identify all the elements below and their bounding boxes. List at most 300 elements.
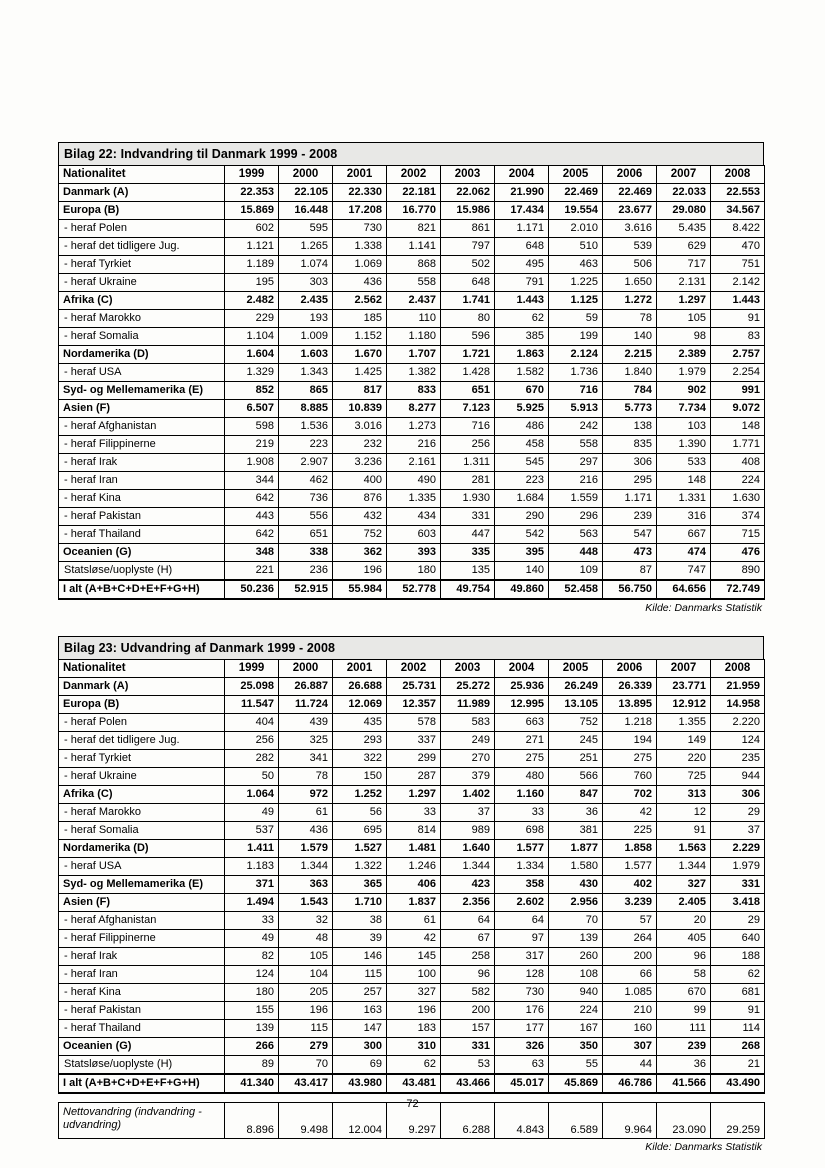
- table-row: [59, 678, 765, 696]
- cell-2007: 12: [657, 804, 711, 822]
- cell-1999: 852: [225, 382, 279, 400]
- cell-2001: 185: [333, 310, 387, 328]
- cell-2008: 91: [711, 310, 765, 328]
- cell-2008: 408: [711, 454, 765, 472]
- table-row: [59, 490, 765, 508]
- cell-2000: 1.579: [279, 840, 333, 858]
- cell-2008: 2.757: [711, 346, 765, 364]
- cell-2002: 61: [387, 912, 441, 930]
- cell-2006: 5.773: [603, 400, 657, 418]
- cell-2004: 128: [495, 966, 549, 984]
- cell-2001: 150: [333, 768, 387, 786]
- cell-2000: 1.265: [279, 238, 333, 256]
- cell-2002: 52.778: [387, 580, 441, 599]
- cell-2005: 5.913: [549, 400, 603, 418]
- cell-2004: 1.171: [495, 220, 549, 238]
- cell-2007: 36: [657, 1056, 711, 1075]
- cell-2003: 281: [441, 472, 495, 490]
- cell-2003: 135: [441, 562, 495, 581]
- cell-2006: 194: [603, 732, 657, 750]
- cell-1999: 229: [225, 310, 279, 328]
- cell-2003: 96: [441, 966, 495, 984]
- cell-2000: 1.343: [279, 364, 333, 382]
- cell-2008: 715: [711, 526, 765, 544]
- cell-2005: 36: [549, 804, 603, 822]
- cell-2004: 63: [495, 1056, 549, 1075]
- cell-2002: 1.481: [387, 840, 441, 858]
- cell-2008: 2.142: [711, 274, 765, 292]
- cell-1999: 1.908: [225, 454, 279, 472]
- cell-2000: 1.543: [279, 894, 333, 912]
- cell-2008: 1.771: [711, 436, 765, 454]
- cell-2006: 26.339: [603, 678, 657, 696]
- cell-2000: 104: [279, 966, 333, 984]
- cell-2004: 176: [495, 1002, 549, 1020]
- row-label: - heraf Ukraine: [59, 274, 225, 292]
- cell-1999: 1.411: [225, 840, 279, 858]
- cell-2000: 436: [279, 822, 333, 840]
- cell-2003: 596: [441, 328, 495, 346]
- cell-2007: 717: [657, 256, 711, 274]
- cell-2005: 381: [549, 822, 603, 840]
- cell-1999: 82: [225, 948, 279, 966]
- cell-2005: 558: [549, 436, 603, 454]
- cell-1999: 1.494: [225, 894, 279, 912]
- table-row: [59, 714, 765, 732]
- net-migration-label: Nettovandring (indvandring - udvandring): [59, 1103, 225, 1139]
- cell-2008: 34.567: [711, 202, 765, 220]
- cell-2007: 103: [657, 418, 711, 436]
- cell-2002: 299: [387, 750, 441, 768]
- cell-2001: 56: [333, 804, 387, 822]
- cell-1999: 50: [225, 768, 279, 786]
- cell-2006: 1.858: [603, 840, 657, 858]
- table-row: [59, 912, 765, 930]
- cell-2004: 480: [495, 768, 549, 786]
- column-header-2003: 2003: [441, 660, 495, 678]
- cell-2008: 890: [711, 562, 765, 581]
- cell-2008: 476: [711, 544, 765, 562]
- cell-2008: 235: [711, 750, 765, 768]
- cell-2008: 306: [711, 786, 765, 804]
- cell-2008: 188: [711, 948, 765, 966]
- column-header-2005: 2005: [549, 166, 603, 184]
- row-label: Afrika (C): [59, 292, 225, 310]
- cell-2005: 1.225: [549, 274, 603, 292]
- row-label: - heraf Iran: [59, 966, 225, 984]
- cell-2005: 1.559: [549, 490, 603, 508]
- cell-2004: 648: [495, 238, 549, 256]
- cell-2001: 362: [333, 544, 387, 562]
- cell-2003: 249: [441, 732, 495, 750]
- cell-2002: 22.181: [387, 184, 441, 202]
- cell-2001: 39: [333, 930, 387, 948]
- cell-2001: 435: [333, 714, 387, 732]
- row-label: Syd- og Mellemamerika (E): [59, 876, 225, 894]
- row-label: - heraf Kina: [59, 984, 225, 1002]
- cell-2002: 216: [387, 436, 441, 454]
- cell-2002: 1.837: [387, 894, 441, 912]
- cell-2007: 99: [657, 1002, 711, 1020]
- table-row: [59, 786, 765, 804]
- cell-2002: 821: [387, 220, 441, 238]
- row-label: Nordamerika (D): [59, 840, 225, 858]
- row-label: Oceanien (G): [59, 544, 225, 562]
- cell-1999: 642: [225, 490, 279, 508]
- cell-2007: 5.435: [657, 220, 711, 238]
- row-label: - heraf Tyrkiet: [59, 256, 225, 274]
- cell-2001: 196: [333, 562, 387, 581]
- cell-2008: 1.630: [711, 490, 765, 508]
- cell-2001: 1.338: [333, 238, 387, 256]
- cell-2007: 902: [657, 382, 711, 400]
- cell-2002: 558: [387, 274, 441, 292]
- cell-2007: 313: [657, 786, 711, 804]
- cell-2000: 196: [279, 1002, 333, 1020]
- cell-2007: 1.297: [657, 292, 711, 310]
- cell-2004: 663: [495, 714, 549, 732]
- column-header-1999: 1999: [225, 166, 279, 184]
- cell-2006: 200: [603, 948, 657, 966]
- cell-2003: 15.986: [441, 202, 495, 220]
- cell-2002: 406: [387, 876, 441, 894]
- cell-2001: 38: [333, 912, 387, 930]
- cell-2006: 57: [603, 912, 657, 930]
- cell-2000: 338: [279, 544, 333, 562]
- cell-2000: 52.915: [279, 580, 333, 599]
- cell-2003: 379: [441, 768, 495, 786]
- cell-2006: 306: [603, 454, 657, 472]
- cell-2008: 148: [711, 418, 765, 436]
- cell-2002: 287: [387, 768, 441, 786]
- cell-2001: 69: [333, 1056, 387, 1075]
- table-row: [59, 256, 765, 274]
- row-label: - heraf USA: [59, 858, 225, 876]
- cell-2006: 784: [603, 382, 657, 400]
- cell-2002: 603: [387, 526, 441, 544]
- cell-2007: 725: [657, 768, 711, 786]
- column-header-nationalitet: Nationalitet: [59, 166, 225, 184]
- column-header-nationalitet: Nationalitet: [59, 660, 225, 678]
- cell-1999: 1.183: [225, 858, 279, 876]
- cell-2007: 239: [657, 1038, 711, 1056]
- table-row: [59, 436, 765, 454]
- cell-2006: 702: [603, 786, 657, 804]
- cell-2001: 293: [333, 732, 387, 750]
- cell-2001: 1.670: [333, 346, 387, 364]
- cell-2005: 139: [549, 930, 603, 948]
- cell-2007: 629: [657, 238, 711, 256]
- table-row: [59, 544, 765, 562]
- cell-2002: 8.277: [387, 400, 441, 418]
- cell-1999: 41.340: [225, 1074, 279, 1093]
- cell-2007: 1.563: [657, 840, 711, 858]
- column-header-2008: 2008: [711, 660, 765, 678]
- table-row: [59, 1020, 765, 1038]
- cell-2006: 239: [603, 508, 657, 526]
- table-row: [59, 930, 765, 948]
- column-header-2000: 2000: [279, 660, 333, 678]
- cell-2005: 22.469: [549, 184, 603, 202]
- table-row: [59, 580, 765, 599]
- cell-2006: 140: [603, 328, 657, 346]
- cell-2000: 205: [279, 984, 333, 1002]
- cell-2000: 736: [279, 490, 333, 508]
- table-row: [59, 948, 765, 966]
- row-label: Europa (B): [59, 202, 225, 220]
- net-migration-2000: 9.498: [279, 1103, 333, 1139]
- cell-2000: 303: [279, 274, 333, 292]
- cell-2000: 105: [279, 948, 333, 966]
- cell-2003: 1.640: [441, 840, 495, 858]
- cell-1999: 25.098: [225, 678, 279, 696]
- cell-2004: 45.017: [495, 1074, 549, 1093]
- cell-2006: 1.085: [603, 984, 657, 1002]
- cell-2005: 59: [549, 310, 603, 328]
- cell-2002: 110: [387, 310, 441, 328]
- cell-2004: 97: [495, 930, 549, 948]
- cell-2006: 1.218: [603, 714, 657, 732]
- row-label: - heraf Somalia: [59, 822, 225, 840]
- cell-2003: 651: [441, 382, 495, 400]
- cell-2004: 1.582: [495, 364, 549, 382]
- table-row: [59, 822, 765, 840]
- cell-2000: 651: [279, 526, 333, 544]
- cell-2003: 43.466: [441, 1074, 495, 1093]
- cell-2001: 147: [333, 1020, 387, 1038]
- cell-2001: 817: [333, 382, 387, 400]
- column-header-2004: 2004: [495, 660, 549, 678]
- cell-2000: 16.448: [279, 202, 333, 220]
- cell-2002: 490: [387, 472, 441, 490]
- cell-2001: 1.425: [333, 364, 387, 382]
- cell-2004: 730: [495, 984, 549, 1002]
- cell-2000: 8.885: [279, 400, 333, 418]
- row-label: Syd- og Mellemamerika (E): [59, 382, 225, 400]
- table-row: [59, 274, 765, 292]
- cell-2004: 358: [495, 876, 549, 894]
- cell-2007: 667: [657, 526, 711, 544]
- cell-2000: 556: [279, 508, 333, 526]
- cell-2008: 72.749: [711, 580, 765, 599]
- cell-2008: 2.220: [711, 714, 765, 732]
- cell-2008: 114: [711, 1020, 765, 1038]
- cell-2004: 223: [495, 472, 549, 490]
- cell-2004: 140: [495, 562, 549, 581]
- cell-1999: 642: [225, 526, 279, 544]
- cell-2000: 48: [279, 930, 333, 948]
- column-header-2006: 2006: [603, 660, 657, 678]
- cell-2000: 61: [279, 804, 333, 822]
- cell-2007: 64.656: [657, 580, 711, 599]
- cell-2000: 11.724: [279, 696, 333, 714]
- cell-2006: 547: [603, 526, 657, 544]
- cell-2003: 447: [441, 526, 495, 544]
- cell-2006: 46.786: [603, 1074, 657, 1093]
- cell-2006: 160: [603, 1020, 657, 1038]
- column-header-2005: 2005: [549, 660, 603, 678]
- cell-2002: 1.273: [387, 418, 441, 436]
- cell-2004: 1.863: [495, 346, 549, 364]
- cell-2003: 258: [441, 948, 495, 966]
- cell-2008: 224: [711, 472, 765, 490]
- cell-2002: 42: [387, 930, 441, 948]
- table-row: [59, 804, 765, 822]
- cell-2008: 374: [711, 508, 765, 526]
- row-label: - heraf Afghanistan: [59, 912, 225, 930]
- cell-1999: 1.329: [225, 364, 279, 382]
- cell-2004: 25.936: [495, 678, 549, 696]
- cell-2008: 83: [711, 328, 765, 346]
- row-label: I alt (A+B+C+D+E+F+G+H): [59, 580, 225, 599]
- cell-2003: 37: [441, 804, 495, 822]
- cell-2005: 45.869: [549, 1074, 603, 1093]
- table-row: [59, 220, 765, 238]
- cell-1999: 50.236: [225, 580, 279, 599]
- cell-2004: 385: [495, 328, 549, 346]
- cell-2005: 242: [549, 418, 603, 436]
- cell-2002: 337: [387, 732, 441, 750]
- table-bilag-22: [58, 165, 765, 600]
- table-row: [59, 768, 765, 786]
- cell-1999: 49: [225, 930, 279, 948]
- cell-2004: 275: [495, 750, 549, 768]
- cell-2002: 145: [387, 948, 441, 966]
- cell-2001: 400: [333, 472, 387, 490]
- cell-2006: 66: [603, 966, 657, 984]
- cell-2006: 1.650: [603, 274, 657, 292]
- cell-2007: 316: [657, 508, 711, 526]
- cell-2003: 11.989: [441, 696, 495, 714]
- cell-1999: 180: [225, 984, 279, 1002]
- table-row: [59, 346, 765, 364]
- table-row: [59, 894, 765, 912]
- column-header-2000: 2000: [279, 166, 333, 184]
- cell-2007: 111: [657, 1020, 711, 1038]
- cell-2004: 395: [495, 544, 549, 562]
- cell-2006: 760: [603, 768, 657, 786]
- cell-2008: 37: [711, 822, 765, 840]
- cell-2008: 29: [711, 912, 765, 930]
- cell-2006: 1.840: [603, 364, 657, 382]
- page-content: [58, 142, 764, 1153]
- cell-2000: 325: [279, 732, 333, 750]
- row-label: Statsløse/uoplyste (H): [59, 562, 225, 581]
- cell-2005: 109: [549, 562, 603, 581]
- cell-2002: 327: [387, 984, 441, 1002]
- cell-2006: 13.895: [603, 696, 657, 714]
- cell-2003: 331: [441, 1038, 495, 1056]
- cell-2003: 200: [441, 1002, 495, 1020]
- cell-2005: 251: [549, 750, 603, 768]
- row-label: - heraf Filippinerne: [59, 436, 225, 454]
- cell-2001: 1.527: [333, 840, 387, 858]
- cell-2007: 105: [657, 310, 711, 328]
- cell-2003: 502: [441, 256, 495, 274]
- cell-2005: 1.736: [549, 364, 603, 382]
- cell-2001: 146: [333, 948, 387, 966]
- table-row: [59, 310, 765, 328]
- column-header-2002: 2002: [387, 166, 441, 184]
- row-label: - heraf det tidligere Jug.: [59, 732, 225, 750]
- cell-2006: 402: [603, 876, 657, 894]
- cell-2005: 716: [549, 382, 603, 400]
- cell-2007: 23.771: [657, 678, 711, 696]
- cell-2006: 275: [603, 750, 657, 768]
- column-header-2001: 2001: [333, 166, 387, 184]
- cell-1999: 155: [225, 1002, 279, 1020]
- cell-2007: 22.033: [657, 184, 711, 202]
- row-label: Asien (F): [59, 400, 225, 418]
- cell-2005: 55: [549, 1056, 603, 1075]
- cell-2003: 648: [441, 274, 495, 292]
- cell-2003: 157: [441, 1020, 495, 1038]
- row-label: - heraf Afghanistan: [59, 418, 225, 436]
- page-number: 72: [406, 1098, 419, 1110]
- cell-2006: 264: [603, 930, 657, 948]
- cell-2005: 1.580: [549, 858, 603, 876]
- cell-2002: 1.180: [387, 328, 441, 346]
- cell-2006: 3.239: [603, 894, 657, 912]
- table-row: [59, 382, 765, 400]
- cell-2000: 32: [279, 912, 333, 930]
- source-note-bilag-23: Kilde: Danmarks Statistik: [645, 1141, 762, 1153]
- row-label: Nordamerika (D): [59, 346, 225, 364]
- cell-1999: 139: [225, 1020, 279, 1038]
- cell-2000: 1.074: [279, 256, 333, 274]
- cell-2008: 91: [711, 1002, 765, 1020]
- cell-2008: 62: [711, 966, 765, 984]
- cell-2008: 470: [711, 238, 765, 256]
- row-label: Oceanien (G): [59, 1038, 225, 1056]
- net-migration-2004: 4.843: [495, 1103, 549, 1139]
- table-row: [59, 364, 765, 382]
- row-label: - heraf Marokko: [59, 310, 225, 328]
- row-label: - heraf Irak: [59, 948, 225, 966]
- cell-2007: 327: [657, 876, 711, 894]
- cell-2000: 363: [279, 876, 333, 894]
- cell-2008: 1.979: [711, 858, 765, 876]
- cell-2003: 53: [441, 1056, 495, 1075]
- cell-2001: 10.839: [333, 400, 387, 418]
- table-row: [59, 1038, 765, 1056]
- table-row: [59, 328, 765, 346]
- table-header-row: [59, 166, 765, 184]
- row-label: - heraf Kina: [59, 490, 225, 508]
- cell-2000: 43.417: [279, 1074, 333, 1093]
- cell-2003: 80: [441, 310, 495, 328]
- cell-1999: 404: [225, 714, 279, 732]
- cell-2003: 1.930: [441, 490, 495, 508]
- cell-2002: 868: [387, 256, 441, 274]
- cell-2002: 2.437: [387, 292, 441, 310]
- cell-2001: 115: [333, 966, 387, 984]
- cell-2004: 317: [495, 948, 549, 966]
- cell-2008: 944: [711, 768, 765, 786]
- cell-2008: 751: [711, 256, 765, 274]
- cell-2001: 876: [333, 490, 387, 508]
- table-row: [59, 400, 765, 418]
- column-header-2003: 2003: [441, 166, 495, 184]
- cell-2007: 220: [657, 750, 711, 768]
- row-label: - heraf det tidligere Jug.: [59, 238, 225, 256]
- cell-2005: 463: [549, 256, 603, 274]
- cell-1999: 6.507: [225, 400, 279, 418]
- net-migration-2007: 23.090: [657, 1103, 711, 1139]
- column-header-2008: 2008: [711, 166, 765, 184]
- row-label: - heraf Pakistan: [59, 508, 225, 526]
- row-label: - heraf Thailand: [59, 526, 225, 544]
